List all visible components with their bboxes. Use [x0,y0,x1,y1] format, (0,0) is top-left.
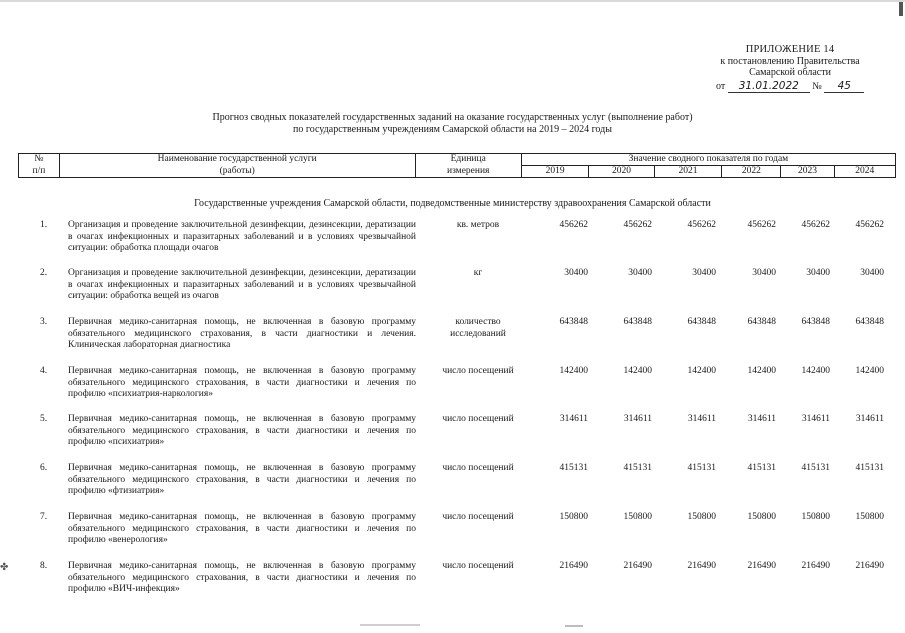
row-value-2020: 216490 [623,561,652,571]
row-unit: количество исследований [450,317,506,339]
indicators-table-header [18,153,896,178]
row-number: 1. [40,220,48,230]
row-value-2024: 415131 [855,463,884,473]
row-value-2019: 456262 [559,220,588,230]
row-service-name: Организация и проведение заключительной дезинфекции, дезинсекции, дератизации в очагах инфекционных и паразитарных заболеваний и в условиях чрезвычайной ситуации: обработка вещей из очагов [68,268,416,302]
scan-smudge [565,625,583,627]
table-row [0,317,905,362]
row-value-2021: 30400 [692,268,716,278]
table-row [0,220,905,265]
header-unit-bottom: измерения [415,166,521,178]
row-value-2020: 643848 [623,317,652,327]
header-num-top: № [19,154,60,166]
row-value-2022: 643848 [747,317,776,327]
row-unit: число посещений [442,561,514,571]
row-value-2022: 415131 [747,463,776,473]
row-value-2022: 216490 [747,561,776,571]
row-number: 4. [40,366,48,376]
row-value-2020: 142400 [623,366,652,376]
row-value-2021: 643848 [687,317,716,327]
row-value-2021: 142400 [687,366,716,376]
row-number: 2. [40,268,48,278]
row-unit: кг [473,268,483,278]
document-title-line-1: Прогноз сводных показателей государственных заданий на оказание государственных услуг (выполнение работ) [212,112,693,123]
row-service-name: Первичная медико-санитарная помощь, не включенная в базовую программу обязательного медицинского страхования, в части диагностики и лечения по профилю «ВИЧ-инфекция» [68,561,416,595]
row-value-2019: 150800 [559,512,588,522]
section-title: Государственные учреждения Самарской области, подведомственные министерству здравоохранения Самарской области [194,198,711,209]
row-value-2019: 216490 [559,561,588,571]
row-value-2023: 150800 [801,512,830,522]
decree-number-handwritten: 45 [824,80,864,93]
table-row [0,366,905,411]
row-value-2021: 150800 [687,512,716,522]
header-year: 2021 [654,166,721,178]
row-service-name: Первичная медико-санитарная помощь, не включенная в базовую программу обязательного медицинского страхования, в части диагностики и лечения по профилю «венерология» [68,512,416,546]
scan-edge [0,0,905,2]
table-row [0,463,905,508]
row-value-2021: 216490 [687,561,716,571]
row-value-2021: 456262 [687,220,716,230]
row-value-2024: 314611 [855,414,884,424]
table-row [0,414,905,459]
row-service-name: Организация и проведение заключительной дезинфекции, дезинсекции, дератизации в очагах инфекционных и паразитарных заболеваний и в условиях чрезвычайной ситуации: обработка площади очагов [68,220,416,254]
row-unit: число посещений [442,463,514,473]
row-value-2023: 142400 [801,366,830,376]
row-number: 5. [40,414,48,424]
row-service-name: Первичная медико-санитарная помощь, не включенная в базовую программу обязательного медицинского страхования, в части диагностики и лечения по профилю «фтизиатрия» [68,463,416,497]
table-row [0,268,905,313]
row-value-2019: 30400 [564,268,588,278]
header-num-bottom: п/п [19,166,60,178]
header-values-group: Значение сводного показателя по годам [521,154,895,166]
row-value-2022: 30400 [752,268,776,278]
row-value-2021: 314611 [687,414,716,424]
row-service-name: Первичная медико-санитарная помощь, не включенная в базовую программу обязательного медицинского страхования, в части диагностики и лечения по профилю «психиатрия-наркология» [68,366,416,400]
row-value-2023: 314611 [801,414,830,424]
row-value-2019: 142400 [559,366,588,376]
decree-date-handwritten: 31.01.2022 [728,80,810,93]
row-value-2022: 142400 [747,366,776,376]
document-title [0,112,905,136]
row-unit: кв. метров [456,220,500,230]
row-value-2024: 643848 [855,317,884,327]
document-title-line-2: по государственным учреждениям Самарской области на 2019 – 2024 годы [293,124,612,135]
row-value-2020: 150800 [623,512,652,522]
appendix-title: ПРИЛОЖЕНИЕ 14 [745,44,835,55]
row-value-2023: 415131 [801,463,830,473]
row-service-name: Первичная медико-санитарная помощь, не включенная в базовую программу обязательного медицинского страхования, в части диагностики и лечения. Клиническая лабораторная диагностика [68,317,416,351]
row-value-2022: 150800 [747,512,776,522]
row-value-2024: 456262 [855,220,884,230]
row-value-2024: 142400 [855,366,884,376]
appendix-region-line: Самарской области [749,67,831,78]
row-value-2024: 150800 [855,512,884,522]
row-number: 3. [40,317,48,327]
row-value-2019: 643848 [559,317,588,327]
row-value-2023: 456262 [801,220,830,230]
decree-from-label: от [716,81,726,92]
header-name-bottom: (работы) [59,166,415,178]
appendix-decree-line: к постановлению Правительства [720,55,860,67]
row-value-2023: 216490 [801,561,830,571]
table-row [0,512,905,557]
row-unit: число посещений [442,366,514,376]
row-value-2019: 415131 [559,463,588,473]
header-year: 2024 [834,166,895,178]
row-value-2023: 30400 [806,268,830,278]
row-number: 8. [40,561,48,571]
decree-number-label: № [812,81,822,92]
row-number: 7. [40,512,48,522]
row-unit: число посещений [442,512,514,522]
header-name-top: Наименование государственной услуги [59,154,415,166]
header-year: 2022 [722,166,781,178]
row-service-name: Первичная медико-санитарная помощь, не включенная в базовую программу обязательного медицинского страхования, в части диагностики и лечения по профилю «психиатрия» [68,414,416,448]
row-value-2020: 314611 [623,414,652,424]
row-value-2024: 30400 [860,268,884,278]
row-value-2023: 643848 [801,317,830,327]
row-unit: число посещений [442,414,514,424]
row-value-2024: 216490 [855,561,884,571]
row-value-2021: 415131 [687,463,716,473]
header-year: 2019 [521,166,588,178]
appendix-header [690,44,890,79]
header-year: 2020 [589,166,654,178]
header-year: 2023 [781,166,834,178]
row-value-2020: 456262 [623,220,652,230]
row-value-2019: 314611 [559,414,588,424]
scan-corner-mark [899,2,903,16]
row-value-2020: 30400 [628,268,652,278]
row-value-2022: 314611 [747,414,776,424]
table-row [0,561,905,606]
scan-smudge [360,624,420,626]
margin-mark: ✤ [0,562,9,573]
decree-reference [716,80,864,93]
row-number: 6. [40,463,48,473]
row-value-2020: 415131 [623,463,652,473]
row-value-2022: 456262 [747,220,776,230]
header-unit-top: Единица [415,154,521,166]
